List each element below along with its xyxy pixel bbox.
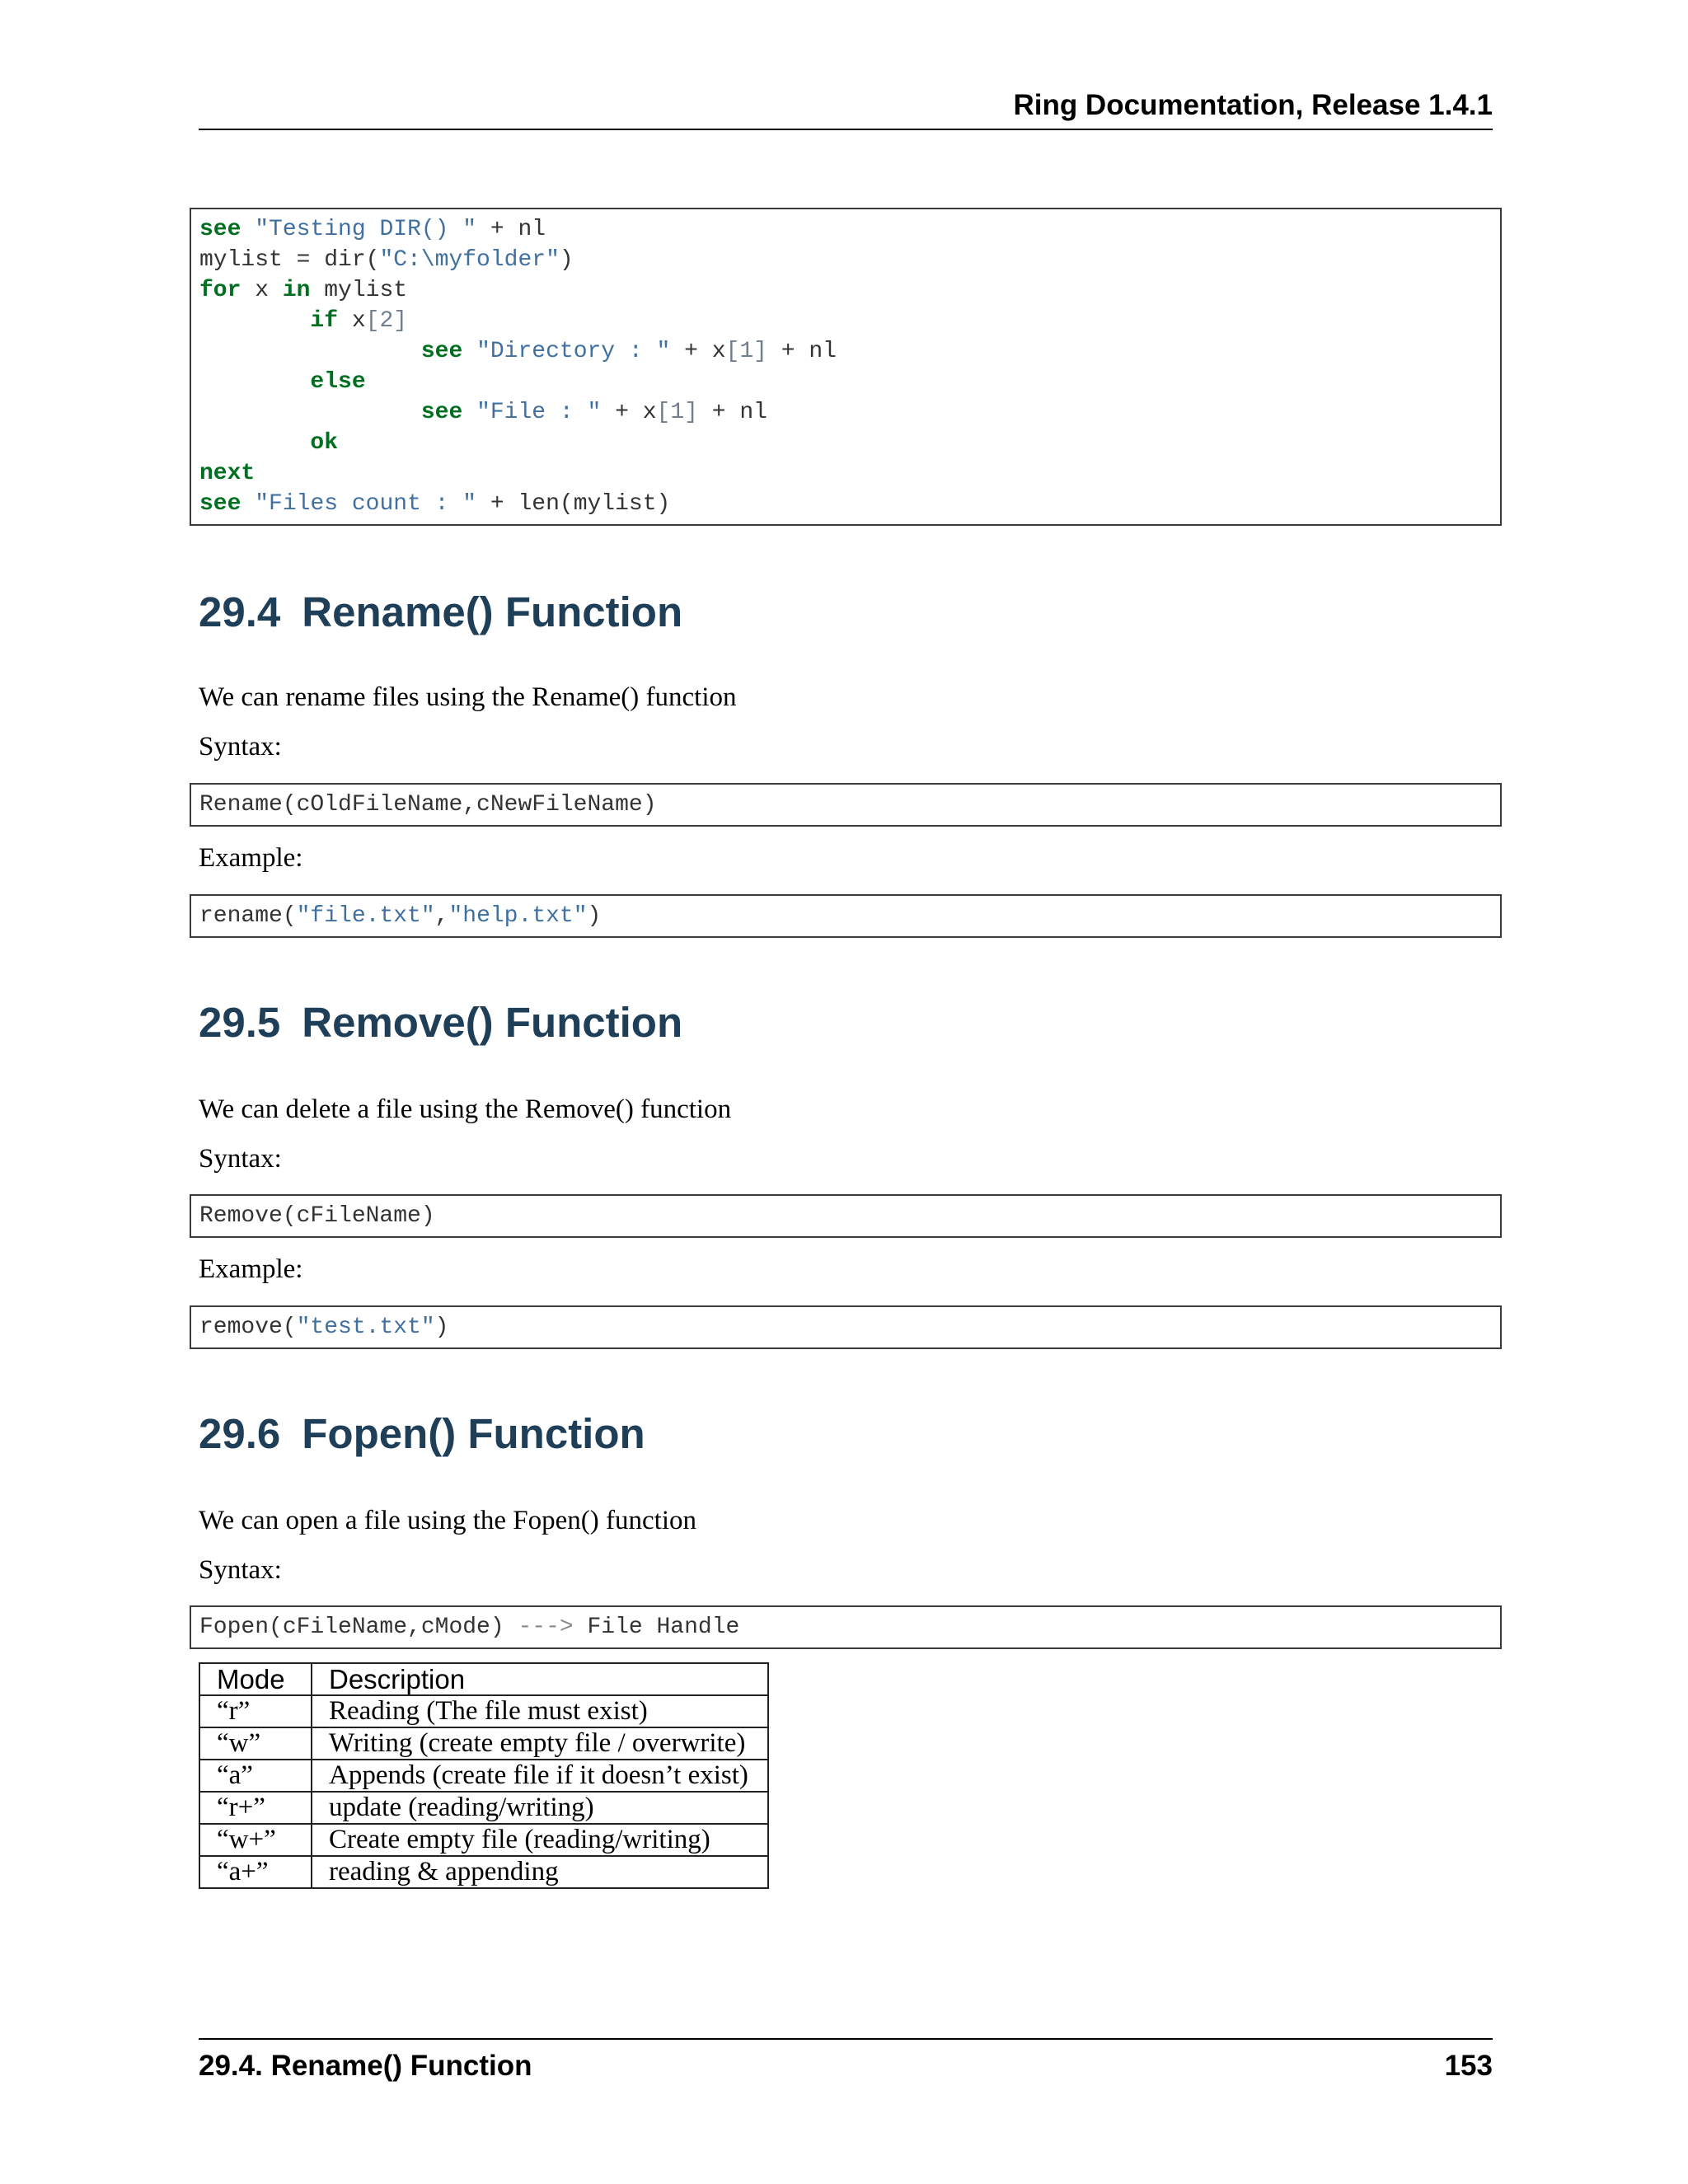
- table-row: [199, 1760, 768, 1792]
- code-block-remove-syntax: [190, 1194, 1502, 1238]
- table-cell-description: Writing (create empty file / overwrite): [312, 1727, 768, 1760]
- code-text: remove(: [199, 1315, 297, 1340]
- table-cell-mode: “r”: [199, 1695, 312, 1727]
- table-cell-mode: “a”: [199, 1760, 312, 1792]
- table-cell-description: Appends (create file if it doesn’t exist): [312, 1760, 768, 1792]
- code-text: Rename(cOldFileName,cNewFileName): [199, 792, 657, 818]
- code-string: "Testing DIR() ": [255, 217, 477, 242]
- code-text: + nl: [697, 400, 767, 425]
- code-text: ,: [434, 903, 449, 929]
- code-keyword: for: [199, 278, 241, 303]
- remove-intro: We can delete a file using the Remove() function: [199, 1094, 732, 1124]
- remove-example-label: Example:: [199, 1254, 303, 1284]
- table-cell-mode: “w+”: [199, 1824, 312, 1856]
- rename-intro: We can rename files using the Rename() function: [199, 682, 737, 712]
- section-number: 29.6: [199, 1410, 281, 1457]
- page-number: 153: [1444, 2050, 1493, 2082]
- code-string: "test.txt": [296, 1315, 435, 1340]
- code-text: + nl: [767, 339, 837, 364]
- section-number: 29.4: [199, 588, 281, 635]
- section-title: Fopen() Function: [302, 1410, 645, 1457]
- section-heading-remove: [199, 998, 682, 1047]
- table-row: [199, 1824, 768, 1856]
- table-row: [199, 1856, 768, 1888]
- code-keyword: if: [310, 308, 339, 334]
- code-text: + len(mylist): [476, 491, 671, 517]
- code-text: + nl: [476, 217, 546, 242]
- code-text: rename(: [199, 903, 297, 929]
- code-text: ): [434, 1315, 449, 1340]
- code-number: [1]: [656, 400, 698, 425]
- code-block-fopen-syntax: [190, 1605, 1502, 1649]
- code-text: Remove(cFileName): [199, 1203, 435, 1229]
- rename-example-label: Example:: [199, 843, 303, 873]
- code-string: "file.txt": [296, 903, 435, 929]
- table-cell-description: Create empty file (reading/writing): [312, 1824, 768, 1856]
- table-cell-mode: “r+”: [199, 1792, 312, 1824]
- code-text: + x: [670, 339, 726, 364]
- fopen-intro: We can open a file using the Fopen() function: [199, 1506, 696, 1535]
- code-number: [1]: [725, 339, 767, 364]
- section-heading-fopen: [199, 1409, 645, 1459]
- section-number: 29.5: [199, 999, 281, 1046]
- table-row: [199, 1727, 768, 1760]
- code-string: "C:\myfolder": [379, 247, 560, 273]
- code-string: "Directory : ": [476, 339, 671, 364]
- code-keyword: ok: [310, 430, 339, 456]
- section-title: Remove() Function: [302, 999, 683, 1046]
- table-row: [199, 1792, 768, 1824]
- table-cell-mode: “w”: [199, 1727, 312, 1760]
- code-string: "Files count : ": [255, 491, 477, 517]
- rename-syntax-label: Syntax:: [199, 732, 282, 762]
- code-text: + x: [601, 400, 657, 425]
- code-text: ): [559, 247, 574, 273]
- remove-syntax-label: Syntax:: [199, 1144, 282, 1174]
- code-string: "help.txt": [448, 903, 588, 929]
- code-keyword: next: [199, 461, 256, 486]
- fopen-syntax-label: Syntax:: [199, 1555, 282, 1585]
- table-cell-description: reading & appending: [312, 1856, 768, 1888]
- code-block-remove-example: [190, 1305, 1502, 1349]
- code-keyword: see: [420, 339, 463, 364]
- code-text: mylist = dir(: [199, 247, 380, 273]
- table-header-row: [199, 1663, 768, 1695]
- code-keyword: see: [199, 491, 241, 517]
- code-text: x: [338, 308, 366, 334]
- table-cell-description: update (reading/writing): [312, 1792, 768, 1824]
- code-keyword: see: [199, 217, 241, 242]
- section-heading-rename: [199, 588, 682, 637]
- page-footer: [199, 2038, 1493, 2083]
- code-block-rename-example: [190, 894, 1502, 938]
- code-text: x: [241, 278, 283, 303]
- table-cell-mode: “a+”: [199, 1856, 312, 1888]
- code-string: "File : ": [476, 400, 602, 425]
- code-keyword: see: [420, 400, 463, 425]
- table-cell-description: Reading (The file must exist): [312, 1695, 768, 1727]
- code-text: File Handle: [573, 1615, 740, 1640]
- table-row: [199, 1695, 768, 1727]
- code-text: mylist: [310, 278, 408, 303]
- code-text: ): [587, 903, 602, 929]
- code-arrow: --->: [518, 1615, 574, 1640]
- table-header-description: Description: [312, 1663, 768, 1695]
- code-text: Fopen(cFileName,cMode): [199, 1615, 518, 1640]
- code-block-rename-syntax: [190, 783, 1502, 827]
- header-title: Ring Documentation, Release 1.4.1: [1013, 89, 1493, 121]
- code-block-dir: [190, 208, 1502, 526]
- section-title: Rename() Function: [302, 588, 683, 635]
- code-keyword: in: [282, 278, 311, 303]
- code-number: [2]: [365, 308, 408, 334]
- fopen-modes-table: [199, 1662, 769, 1889]
- code-keyword: else: [310, 369, 366, 395]
- table-header-mode: Mode: [199, 1663, 312, 1695]
- page-header: [199, 91, 1493, 130]
- footer-section: 29.4. Rename() Function: [199, 2050, 532, 2082]
